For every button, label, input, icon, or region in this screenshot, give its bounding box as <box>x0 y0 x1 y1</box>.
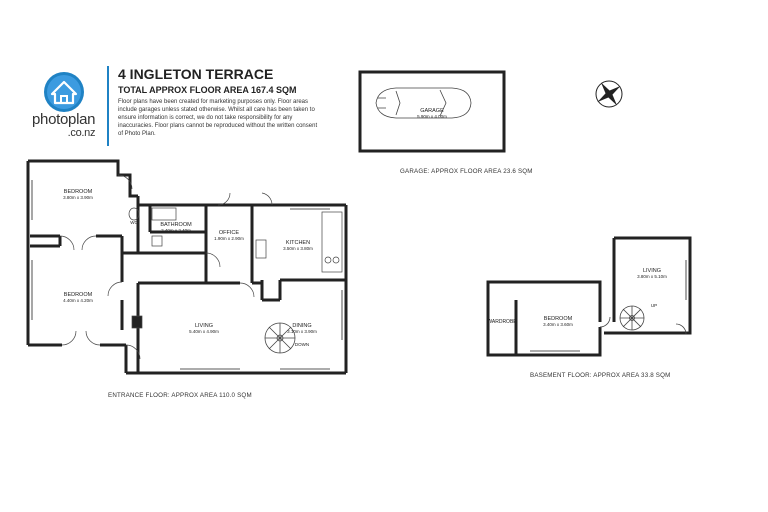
bedroom1-name: BEDROOM <box>63 189 93 195</box>
office-dims: 1.90m x 2.90m <box>214 236 244 241</box>
dining-name: DINING <box>292 323 312 329</box>
bedroom1-dims: 3.80m x 3.90m <box>63 195 93 200</box>
bedroom2-dims: 4.40m x 4.20m <box>63 298 93 303</box>
dining-dims: 3.10m x 3.90m <box>287 329 317 334</box>
disclaimer-text: Floor plans have been created for marketing purposes only. Floor areas include garages unless stated otherwise. Whilst all care has been taken to ensure information is correct, we do not take responsibility for any inaccuracies. Floor plans cannot be reproduced without the written consent of Photo Plan. <box>118 99 318 137</box>
garage-caption: GARAGE: APPROX FLOOR AREA 23.6 SQM <box>400 168 533 175</box>
total-area: TOTAL APPROX FLOOR AREA 167.4 SQM <box>118 85 297 95</box>
bedroom2-name: BEDROOM <box>63 292 93 298</box>
garage-dims: 5.90m x 4.00m <box>417 114 447 119</box>
bathroom-name: BATHROOM <box>160 222 192 228</box>
entrance-floor-caption: ENTRANCE FLOOR: APPROX AREA 110.0 SQM <box>108 392 252 399</box>
basement-walls <box>488 238 690 355</box>
kitchen-name: KITCHEN <box>285 240 311 246</box>
brand-sub: .co.nz <box>67 127 96 139</box>
kitchen-dims: 3.50m x 3.80m <box>283 246 313 251</box>
office-name: OFFICE <box>218 230 240 236</box>
stairs-up-label: UP <box>650 303 658 308</box>
brand-main: photoplan <box>32 111 96 128</box>
living-name: LIVING <box>194 323 214 329</box>
wc-label: WC <box>130 220 138 225</box>
living-dims: 5.40m x 4.90m <box>189 329 219 334</box>
basement-bedroom-name: BEDROOM <box>543 316 573 322</box>
bathroom-dims: 2.40m x 2.40m <box>161 228 191 233</box>
basement-living-name: LIVING <box>642 268 662 274</box>
basement-living-dims: 3.80m x 5.10m <box>637 274 667 279</box>
spiral-stair-icon <box>265 323 295 353</box>
page-title: 4 INGLETON TERRACE <box>118 66 274 82</box>
basement-floor-caption: BASEMENT FLOOR: APPROX AREA 33.8 SQM <box>530 372 671 379</box>
stairs-down-label: DOWN <box>294 342 310 347</box>
basement-bedroom-dims: 3.40m x 3.60m <box>543 322 573 327</box>
wardrobe-label: WARDROBE <box>487 319 517 325</box>
garage-name: GARAGE <box>420 108 444 114</box>
door-swings <box>60 175 272 359</box>
